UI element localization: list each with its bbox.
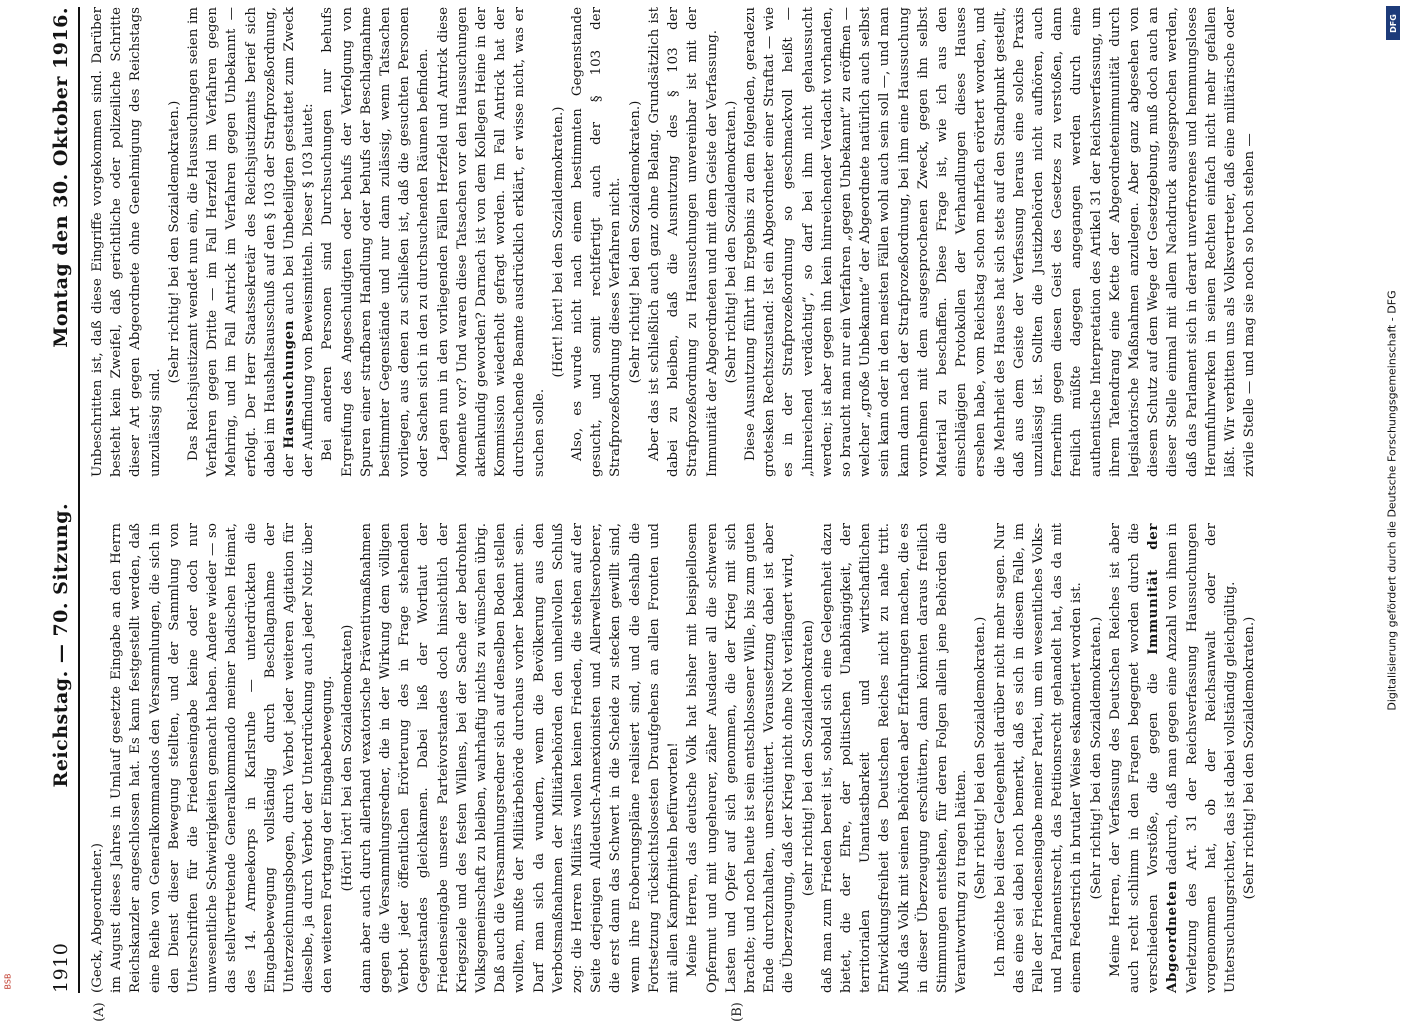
digitization-note-text: Digitalisierung gefördert durch die Deutsche Forschungsgemeinschaft - DFG: [1385, 289, 1399, 711]
paragraph-immunity: [1106, 523, 1240, 993]
session-date: Montag den 30. Oktober 1916.: [50, 7, 72, 348]
bold-term: Haussuchungen: [281, 319, 298, 449]
rotated-newspaper-page: [12, 7, 1367, 1022]
interjection: (Sehr richtig! bei den Sozialdemokraten.): [1242, 616, 1258, 900]
interjection: (Sehr richtig! bei den Sozialdemokraten.): [166, 100, 182, 384]
interjection: (Sehr richtig! bei den Sozialdemokraten.): [1088, 616, 1104, 900]
text-run: Meine Herren, der Verfassung des Deutschen Reiches ist aber auch recht schlimm in den Fragen begegnet worden durch die verschiedenen Vorstöße, die gegen die: [1107, 523, 1162, 993]
margin-marker-d: [728, 0, 747, 3]
interjection: (Sehr richtig! bei den Sozialdemokraten.): [723, 100, 739, 384]
interjection: (Sehr richtig! bei den Sozialdemokraten.): [627, 100, 643, 384]
bsb-stamp-text: BSB: [3, 973, 13, 989]
speaker-note: (Geck, Abgeordneter.): [90, 842, 105, 993]
margin-marker-b: (B): [730, 1002, 745, 1022]
text-run: Das Reichsjustizamt wendet nun ein, die Haussuchungen seien im Verfahren gegen Dritte — im Fall Herzfeld im Verfahren gegen Mehring, und im Fall Antrick im Verfahren gegen Unbekannt — erfolgt. Der Herr Staatssekretär des Reichsjustizamts berief sich dabei im Haushaltsausschuß auf den § 103 der Strafprozeßordnung, der: [186, 7, 298, 477]
right-column: [88, 7, 1363, 477]
paragraph-haussuchungen: [184, 7, 318, 477]
text-columns: [88, 7, 1363, 1022]
paragraph: Meine Herren, das deutsche Volk hat bisher mit beispiellosem Opfermut und mit ungeheurer, zäher Ausdauer all die schweren Lasten und Opfer auf sich genommen, die der Krieg mit sich brachte; und noch heute ist sein entschlossener Wille, bis zum guten Ende durchzuhalten, unerschüttert. Voraussetzung dabei ist aber die Überzeugung, daß der Krieg nicht ohne Not verlängert wird,: [685, 523, 797, 993]
paragraph: Diese Ausnutzung führt im Ergebnis zu dem folgenden, geradezu grotesken Rechtszustand: Ist ein Abgeordneter einer Straftat — wie es in der Strafprozeßordnung so geschmackvoll heißt — „hinreichend verdächtig“, so darf bei ihm nicht gehaussucht werden; ist aber gegen ihn kein hinreichender Verdacht vorhanden, so braucht man nur ein Verfahren „gegen Unbekannt“ zu eröffnen — welcher „große Unbekannte“ der Abgeordnete natürlich auch selbst sein kann oder in den meisten Fällen wohl auch sein soll —, und man kann dann nach der Strafprozeßordnung, bei ihm eine Haussuchung vornehmen mit dem ausgesprochenen Zweck, gegen ihn selbst Material zu beschaffen. Diese Frage ist, wie ich aus den einschlägigen Protokollen der Verhandlungen dieses Hauses ersehen habe, vom Reichstag schon mehrfach erörtert worden, und die Mehrheit des Hauses hat sich stets auf den Standpunkt gestellt, daß aus dem Geiste der Verfassung heraus eine solche Praxis unzulässig ist. Sollten die Justizbehörden nicht aufhören, auch fernerhin gegen diesen Geist des Gesetzes zu verstoßen, dann freilich müßte dagegen angegangen werden durch eine authentische Interpretation des Artikel 31 der Reichsverfassung, um ihrem Tatendrang eine Kette der Abgeordnetenimmunität durch legislatorische Maßnahmen anzulegen. Aber ganz abgesehen von diesem Schutz auf dem Wege der Gesetzgebung, muß doch auch an dieser Stelle einmal mit allem Nachdruck ausgesprochen werden, daß das Parlament sich in derart unverfrorenes und hemmungsloses Herumfuhrwerken in seinen Rechten einfach nicht mehr gefallen läßt. Wir verbitten uns als Volksvertreter, daß eine militärische oder zivile Stelle — und mag sie noch so hoch stehen —: [742, 7, 1258, 477]
paragraph: daß man zum Frieden bereit ist, sobald sich eine Gelegenheit dazu bietet, die der Ehre, der politischen Unabhängigkeit, der territorialen Unantastbarkeit und wirtschaftlichen Entwicklungsfreiheit des Deutschen Reiches nicht zu nahe tritt. Muß das Volk mit seinen Behörden aber Erfahrungen machen, die es in dieser Überzeugung erschüttern, dann könnten daraus freilich Stimmungen entstehen, für deren Folgen allein jene Behörden die Verantwortung zu tragen hätten.: [819, 523, 970, 993]
margin-marker-a: (A): [92, 1002, 107, 1022]
text-run: dadurch, daß man gegen eine Anzahl von ihnen in Verletzung des Art. 31 der Reichsverfassung Haussuchungen vorgenommen hat, ob der Reichsanwalt oder der Untersuchungsrichter, das ist dabei vollständig gleichgültig.: [1165, 523, 1238, 993]
paragraph: Unbeschritten ist, daß diese Eingriffe vorgekommen sind. Darüber besteht kein Zweifel, daß gerichtliche oder polizeiliche Schritte dieser Art gegen Abgeordnete ohne Genehmigung des Reichstags unzulässig sind.: [90, 7, 163, 477]
bold-term: Immunität der Abgeordneten: [1145, 522, 1181, 993]
running-head: [12, 7, 72, 993]
dfg-logo-icon: [1386, 6, 1400, 40]
bsb-stamp-icon: [2, 966, 14, 996]
header-rule: [78, 7, 80, 993]
text-run: auch bei Unbeteiligten gestattet zum Zweck der Auffindung von Beweismitteln. Dieser § 103 lautet:: [282, 7, 317, 477]
paragraph: im August dieses Jahres in Umlauf gesetzte Eingabe an den Herrn Reichskanzler angeschlossen hat. Es kann festgestellt werden, daß eine Reihe von Generalkommandos den Versammlungen, die sich in den Dienst dieser Bewegung stellten, und der Sammlung von Unterschriften für die Friedenseingabe keine oder doch nur unwesentliche Schwierigkeiten gemacht haben. Andere wieder — so das stellvertretende Generalkommando meiner badischen Heimat, des 14. Armeekorps in Karlsruhe — unterdrückten die Eingabebewegung vollständig durch Beschlagnahme der Unterzeichnungsbogen, durch Verbot jeder weiteren Agitation für dieselbe, ja durch Verbot der Unterdrückung auch jeder Notiz über den weiteren Fortgang der Eingabebewegung.: [109, 523, 336, 993]
left-column: [88, 522, 1363, 1022]
digitization-note: [1380, 0, 1404, 1000]
margin-marker-c: [90, 0, 109, 3]
interjection: (Hört! hört! bei den Sozialdemokraten.): [550, 106, 566, 378]
paragraph: Ich möchte bei dieser Gelegenheit darüber nicht mehr sagen. Nur das eine sei dabei noch bemerkt, daß es sich in diesem Falle, im Falle der Friedenseingabe meiner Partei, um ein wesentliches Volks- und Parlamentsrecht, das Petitionsrecht gehandelt hat, das da mit einem Federstrich in brutaler Weise eskamotiert worden ist.: [992, 523, 1085, 993]
dfg-logo-text: DFG: [1388, 13, 1398, 33]
paragraph: Aber das ist schließlich auch ganz ohne Belang. Grundsätzlich ist dabei zu bleiben, daß die Ausnutzung des § 103 der Strafprozeßordnung zu Haussuchungen unvereinbar ist mit der Immunität der Abgeordneten und mit dem Geiste der Verfassung.: [646, 7, 720, 477]
paragraph: dann aber auch durch allerhand vexatorische Präventivmaßnahmen gegen die Versammlungsredner, die in der Wirkung dem völligen Verbot jeder öffentlichen Erörterung des in Frage stehenden Gegenstandes gleichkamen. Dabei ließ der Wortlaut der Friedenseingabe unseres Parteivorstandes doch hinsichtlich der Kriegsziele und des festen Willens, bei der Sache der bedrohten Volksgemeinschaft zu bleiben, wahrhaftig nichts zu wünschen übrig. Daß auch die Versammlungsredner sich auf denselben Boden stellen wollten, mußte der Militärbehörde durchaus vorher bekannt sein. Darf man sich da wundern, wenn die Bevölkerung aus den Verbotsmaßnahmen der Militärbehörden den unheilvollen Schluß zog: die Herren Militärs wollen keinen Frieden, die stehen auf der Seite derjenigen Alldeutsch-Annexionisten und Allerweltseroberer, die erst dann das Schwert in die Scheide zu stecken gewillt sind, wenn ihre Eroberungspläne realisiert sind, und die deshalb die Fortsetzung rücksichtslosesten Draufgehens an allen Fronten und mit allen Kampfmitteln befürworten!: [358, 523, 682, 993]
page-number: 1910: [50, 942, 72, 993]
law-quote: Bei anderen Personen sind Durchsuchungen nur behufs Ergreifung des Angeschuldigten oder behufs der Verfolgung von Spuren einer strafbaren Handlung oder behufs der Beschlagnahme bestimmter Gegenstände und nur dann zulässig, wenn Tatsachen vorliegen, aus denen zu schließen ist, daß die gesuchten Personen oder Sachen sich in den zu durchsuchenden Räumen befinden.: [320, 7, 432, 477]
session-title: Reichstag. — 70. Sitzung.: [50, 502, 72, 788]
paragraph: Also, es wurde nicht nach einem bestimmten Gegenstande gesucht, und somit rechtfertigt auch der § 103 der Strafprozeßordnung dieses Verfahren nicht.: [570, 7, 624, 477]
paragraph: Lagen nun in den vorliegenden Fällen Herzfeld und Antrick diese Momente vor? Und waren diese Tatsachen vor den Haussuchungen aktenkundig geworden? Darnach ist von dem Kollegen Heine in der Kommission wiederholt gefragt worden. Im Fall Antrick hat der durchsuchende Beamte ausdrücklich erklärt, er wisse nicht, was er suchen solle.: [435, 7, 547, 477]
interjection: (Sehr richtig! bei den Sozialdemokraten.): [973, 616, 989, 900]
interjection: (Hört! hört! bei den Sozialdemokraten): [339, 624, 355, 892]
interjection: (sehr richtig! bei den Sozialdemokraten): [800, 619, 816, 897]
